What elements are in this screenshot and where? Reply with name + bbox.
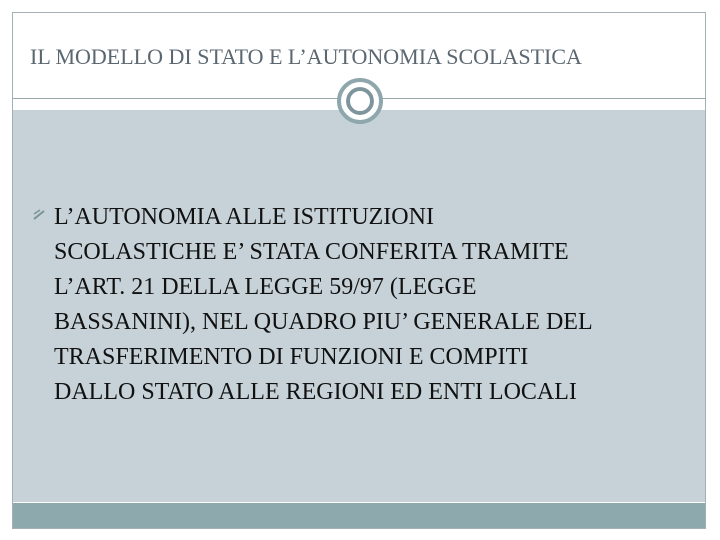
bullet-line: L’ART. 21 DELLA LEGGE 59/97 (LEGGE: [54, 274, 477, 300]
bullet-line: BASSANINI), NEL QUADRO PIU’ GENERALE DEL: [54, 309, 593, 335]
circle-ornament-inner: [346, 87, 374, 115]
title-divider-left: [13, 98, 338, 99]
slide-title: IL MODELLO DI STATO E L’AUTONOMIA SCOLASTICA: [30, 44, 582, 69]
bullet-line: SCOLASTICHE E’ STATA CONFERITA TRAMITE: [54, 239, 569, 265]
bullet-line: DALLO STATO ALLE REGIONI ED ENTI LOCALI: [54, 379, 577, 405]
bullet-text: [30, 200, 690, 410]
bullet-line: TRASFERIMENTO DI FUNZIONI E COMPITI: [54, 344, 529, 370]
bullet-glyph-icon: [30, 203, 50, 229]
title-divider-right: [382, 98, 705, 99]
bullet-point: [30, 200, 690, 410]
bullet-svg: [30, 203, 50, 227]
circle-ornament-icon: [337, 78, 383, 124]
bottom-bar: [13, 503, 705, 528]
bullet-line: L’AUTONOMIA ALLE ISTITUZIONI: [54, 204, 434, 230]
